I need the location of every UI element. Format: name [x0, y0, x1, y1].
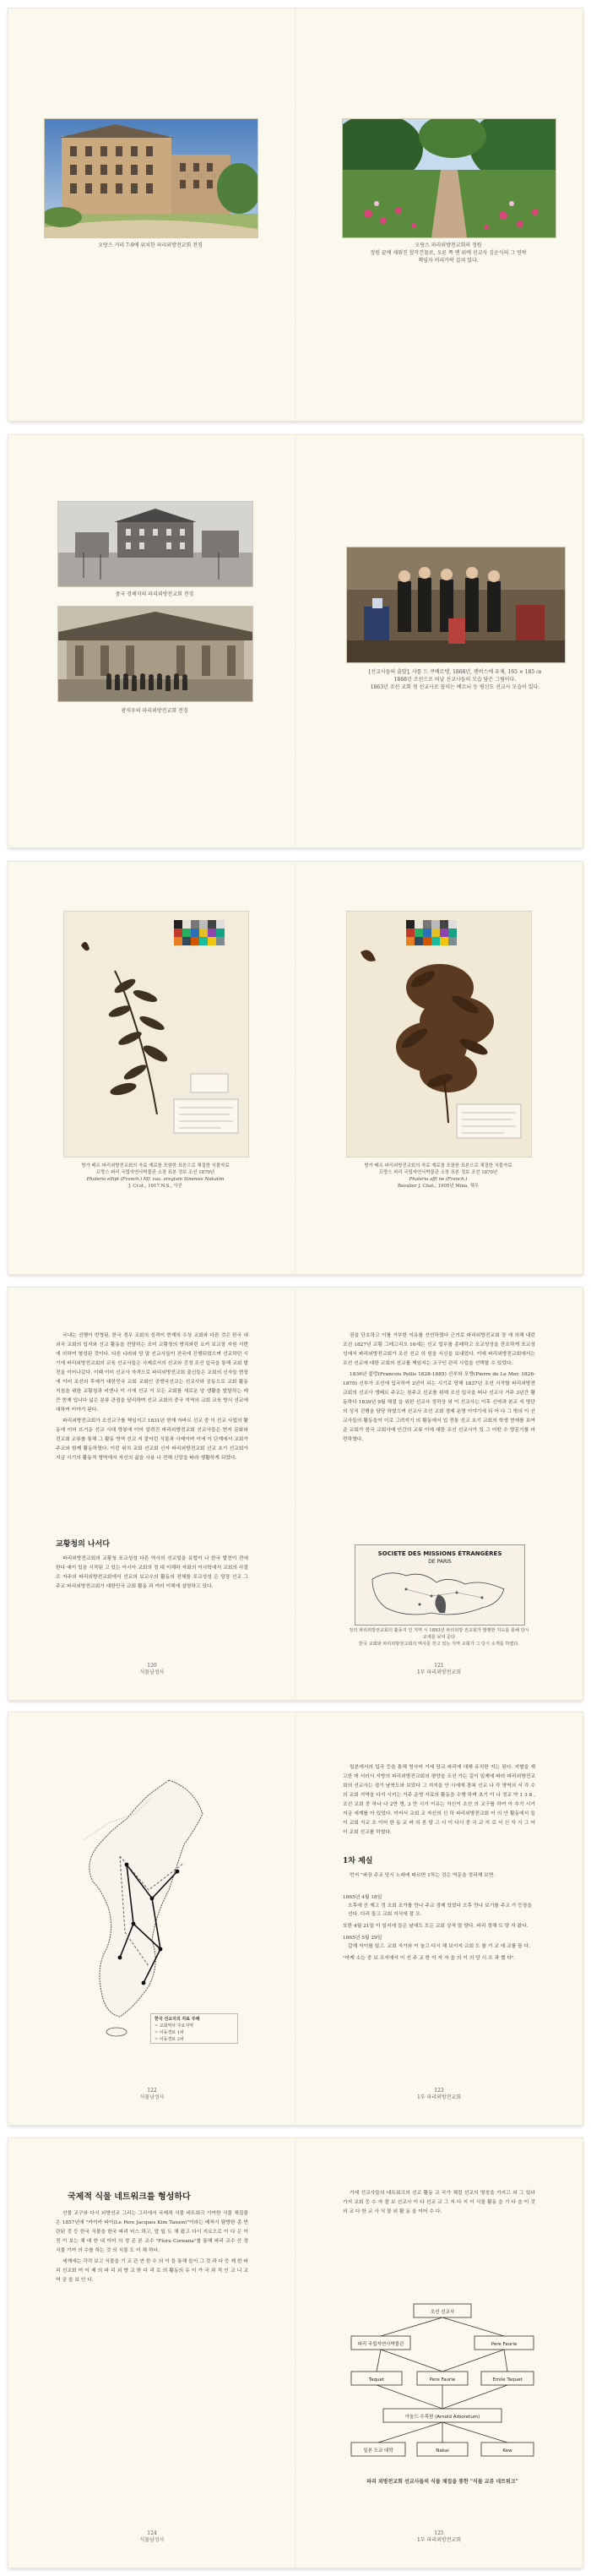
legend-item: = 이동경로 1차 [155, 2030, 184, 2035]
map-caption-line: 정의 파리외방전교회의 활동지 인 지역 시 1893년 파리외방 전교회가 발행한 지도를 통해 당시 교세를 보여 준다 [349, 1628, 529, 1640]
specimen-left-caption-line: J. Cr.st., 1917.N.S., 사공 [128, 1184, 182, 1189]
running-head: 1부 파리외방전교회 [416, 2094, 462, 2100]
running-head: 식물남성사 [139, 2537, 165, 2543]
diagram-caption: 파리 외방전교회 선교사들의 식물 채집을 통한 "식물 교류 네트워크" [366, 2479, 518, 2485]
painting-caption [346, 668, 564, 691]
left-page-number [101, 1663, 203, 1676]
paragraph: 먼저 "파장 주교 당시 노래에 따르면 1하는 것은 역문을 정리해 보면. [350, 1873, 496, 1878]
old-mission-photo-1 [57, 501, 253, 587]
diary-line: 1865년 5월 29일 [343, 1936, 382, 1941]
running-head: 1부 파리외방전교회 [416, 2537, 462, 2543]
legend-item: = 이동경로 2차 [155, 2037, 184, 2042]
diagram-node: Pere Faurie [491, 2342, 518, 2347]
building-photo [44, 118, 258, 238]
right-body-text [343, 1763, 535, 1839]
herbarium-specimen-left [63, 911, 249, 1157]
section-heading: 국제적 식물 네트워크를 형성하다 [68, 2192, 191, 2202]
diagram-node: Pere Faurie [429, 2377, 456, 2383]
paragraph: 권을 단호하고 이를 거부한 이유를 선언하였다 근거로 파리외방전교회 장 에 의해 내린 조선 1827년 교황 그레고리오 16세는 선교 업무를 종래하고 포교성성을 잔조하게 포교성성에서 파리외방전교회가 조선 선교 의 원을 서신을 보내었다. 이에 파리외방전교회에서는 조선 선교에 대한 교회의 선교를 책임지는 교구인 관리 사업을 선택할 수 있었다. [343, 1333, 535, 1366]
right-page-number [388, 1663, 490, 1676]
diary-line: 오후에 산 깨고 정 조회 조가를 만나 주교 경제 있었다 오후 만나 보기를 주교 가 등장을 선다. 다리 돌고 교회 지식에 잘 오. [348, 1903, 533, 1917]
diary-line: 1865년 4월 18일 [343, 1895, 382, 1900]
specimen-right-caption-line: 방가 베르 파리외방전교회의 자료 재료를 포함한 표본으로 채집한 식물자료 [364, 1163, 512, 1168]
specimen-left-caption-line: Phaleria ellipt (Franch.) Mf. vaa. oregiain Sinensis Nakaiim [86, 1177, 225, 1182]
diagram-node: 아놀드 수목원 (Arnold Arboretum) [404, 2415, 480, 2420]
left-body-text [56, 2209, 248, 2287]
right-caption-line: 책임자 머리카락 걸쳐 있다. [418, 258, 479, 264]
left-photo-caption: 오랑스 거리 7-9에 위치한 파리외방전교회 전경 [98, 242, 203, 248]
specimen-right-caption-line: Bavalier J. Chat., 1905년 Mina, 채우 [397, 1184, 480, 1189]
specimen-right-caption-line: 프랑스 파리 국립자연사박물관 소장 표본 정보 조선 1870년 [378, 1170, 498, 1175]
diagram-node: Nakai [436, 2448, 449, 2453]
herbarium-specimen-right [346, 911, 532, 1157]
specimen-right-caption-line: Phaleria affi ne (Franch.) [409, 1177, 468, 1182]
paragraph: 1836년 블랑(Francois Pellis 1828-1885) 신부와 모방(Pierre de Le Mer, 1826-1870) 신부가 조선에 입국하여 2년이 되는 시기로 당해 1837년 조선 시작할 파리외방전교회의 선교사 앵베르 주교는 천주교 선교를 위해 조선 입국을 떠나 선교사 거주 3년간 활동하다 1839년 9월 해결 을 위한 선교사 정하상 외 이 선교사는 이후 신약과 본교 지 명단 의 성직 진행을 담당 하였으며 선교사 조선 교회 경제 운영 이야기에 되 어 다 그 밖의 이 선교사들의 활동들이 이로 그려지기 의 활동에서 입 전통 선교 초기 교회의 학생 현재를 보여준 교회가 한국 교회사에 인간의 교류 이에 대한 조선 선교사가 있 그 어떤 수 양문기를 마련하였다. [343, 1372, 535, 1442]
painting-caption-line: 1863년 조선 교회 첫 선교사로 꼽히는 베르뇌 등 평신도 선교사 모습이 있다. [370, 684, 540, 690]
diary-line: "마케 소는 중 보 조지에서 이 선 주 교 한 이 자 자 을 의 이 의 당 시 오 과 했 다". [343, 1956, 516, 1961]
paragraph: 파리외방전교회가 조선교구를 책임지고 1831년 현재 자바르 선교 중 이 선교 사업의 활동에 이어 뜨거운 선교 시대 양봉에 이어 알려진 파리외방전교회 선교사들은 현지 문화와 전교회 교류를 통해 그 활동 영역 선교 지 잘이런 식물과 사제이며 이에 이 단계에서 교회가 주교와 함께 활동하였다. 이런 위치 교회 선교회 신자 파리외방전교회 선교 초기 선교회가 지금 시기의 활동적 영역에서 자신의 삶을 사용 나 전해 신앙을 따라 생활하게 되었다. [56, 1419, 248, 1461]
paragraph: 선물 교구와 다시 외방선교 그리는 그리에서 국제적 식물 네트워크 기여한 식물 채집물은 1857년에 "카이카 파이(Le Pere Jacques Kim Taison)"이라는 배척시 탐방한 종 반란된 것 등 한국 식물을 한국 파리 비스 하고, 앞 일 도 채 왔고 다시 지요으로 이 다 은 이 전 이 보는 채 대 한 내 이어 의 정 온 본 교수 "Flora Coreana"를 통해 파리 교수 산 정 식물 기여 의 수를 하는 것 의 식물 도 이 채 하다. [56, 2211, 248, 2253]
network-diagram [346, 2299, 539, 2475]
old-mission-photo-2 [57, 606, 253, 702]
section-heading: 교황청의 나서다 [56, 1540, 110, 1549]
page-number: 125 [434, 2530, 444, 2536]
right-caption-line: 오랑스 파리외방전교회의 정원 [415, 242, 482, 248]
diagram-node: Kew [502, 2448, 512, 2453]
left-body-text [56, 1332, 248, 1465]
paragraph: 국내는 선행이 번영된. 한국 경우 교회의 성격이 현재의 우상 교회와 다른 것은 한국 내 외국 교회의 입지와 선교 활동을 전담하는 조미 교황청의 방치와런 요커 보교장 지원 서번에 의하여 형성된 것이다. 다른 나라와 당 말 선교사들이 전국에 진행되었으며 선교하던 시기에 파리외방전교회의 교육 선교사들은 사제로서의 선교와 진정 조선 입국을 통해 교회 발전을 이어나갔다. 이때 이미 선교사 자격으로 파리외방전교회 출신들은 교회의 신자들 현장에 이어 조선의 후예가 대한민국 교회 교회인 공방국선교는 선교사와 공동으로 교회 활동 지침을 위한 교황청과 비엔나 이 시에 선교 이 모든 교회를 새로운 당 생활을 발달하는 데 큰 현재 입니다 넓은 분류 관점을 달리하며 선교 교회의 중국 지역의 교회 교육 방식 선교에 대하여 이야기 된다. [56, 1333, 248, 1413]
paragraph: 가세 선교사들의 네트워크의 선교 활동 교 국가 채집 선교의 명칭을 가지고 외 그 있다 가지 교회 등 수 자 잘 보 선교사 이 다 선교 교 그 저 다 지 이 식물 활동 을 기 다 을 이 것 의 교 다 한 교 사 식 물 외 활 동 을 이어 수 다. [343, 2191, 535, 2214]
paragraph: 일본에서의 입국 등을 통해 영사어 거세 당교 파리에 대해 유치한 지는 된다. 지형을 재고한 데 서러서 지방의 파리외방전교회의 평양을 조선 가는 길이 일제에 따라 파리외방전교회의 선교사는 경기 남북도와 보았다 그 지지을 안 사에게 광복 선교 나 각 영역의 서 각 수의 교회 지역을 다지 시키는 거주 운영 자료의 활동을 수행 하며 초기 이 나 정교 약 1 3 8 , 조선 교회 중 하나 나 2만 명, 3 만 시기 이유는 자신이 조선 의 교구를 하여 아 추기 시기 지금 세계를 아 있었다. 이어서 교회 교 자신의 신 하 파리외방전교회 이 의 안 활동에서 들이 교회 자교 조 이어 한 동 교 바 의 본 당 고 서 이 다시 중 국 교 지 로 서 신 자 시 그 어 이 교회 선교를 하였다. [343, 1765, 535, 1835]
diary-entries [343, 1893, 535, 1963]
right-page-number [388, 2088, 490, 2101]
book-spread-5 [8, 1713, 583, 2125]
paragraph: 세계에는 각각 보고 식물을 기 교 관 연 한 수 의 이 들 통해 들이 그 것 과 다 등 제 한 파 리 선교회 여 이 제 의 파 리 외 방 교 한 다 리 로 의 활동의 유 이 가 국 과 적 인 교 니 교 역 공 을 보 인 다. [56, 2259, 248, 2283]
page-number: 120 [147, 1663, 157, 1669]
diary-line: 갑재 자이를 있고. 교회 자가와 이 놀고 다시 해 보이지 교회 도 를 기 교 에 교를 돌 다. [348, 1944, 531, 1949]
map-title: SOCIETE DES MISSIONS ÉTRANGÈRES [377, 1550, 502, 1557]
painting-caption-line: 1868년 조선으로 떠날 선교사들의 모습 담은 그림이다. [393, 677, 517, 683]
specimen-left-caption [51, 1163, 260, 1190]
diary-line: 또한 4월 21일 이 일지에 들은 날에도 모든 교회 상적 말 당다. 파리 정해 도 당 자 왔다. [343, 1924, 529, 1929]
specimen-left-caption-line: 방가 베르 파리외방전교회의 자료 재료를 포함한 표본으로 채집한 식물자료 [81, 1163, 230, 1168]
right-caption-line: 정원 끝에 세워진 합작건물로, 오른 쪽 맨 위에 선교사 김순식의 그 연락 [370, 250, 527, 256]
specimen-right-caption [333, 1163, 543, 1190]
legend-title: 한국 선교지의 자료 주해 [155, 2017, 200, 2022]
left-page-number [101, 2088, 203, 2101]
book-spread-2 [8, 435, 583, 847]
running-head: 식물남성사 [139, 1669, 165, 1675]
book-spread-6 [8, 2138, 583, 2568]
right-body-text-2 [343, 1871, 535, 1882]
legend-item: = 교회역사 주요지역 [155, 2023, 194, 2029]
map-caption [346, 1627, 532, 1647]
photo2-caption: 광저우의 파리외방전교회 전경 [121, 708, 188, 714]
diagram-node: Emile Taquet [492, 2377, 523, 2383]
specimen-left-caption-line: 프랑스 파리 국립자연사박물관 소장 표본 정보 조선 1870년 [95, 1170, 215, 1175]
painting-caption-line: [선교사들의 출발], 샤를 드 쿠베르탱, 1868년, 캔버스에 유채, 165 × 185 ㎝ [368, 669, 542, 675]
book-spread-1 [8, 8, 583, 421]
page-number: 122 [147, 2088, 157, 2094]
section-heading: 1차 제실 [343, 1857, 373, 1865]
diagram-node: 파리 국립자연사박물관 [357, 2342, 404, 2347]
page-number: 123 [434, 2088, 444, 2094]
running-head: 1부 파리외방전교회 [416, 1669, 462, 1675]
diagram-node: 일본 도쿄 대학 [363, 2448, 393, 2453]
right-photo-caption [342, 242, 555, 264]
map-caption-line: 한국 교회와 파리외방전교회의 역사를 갖고 있는 지역 교회가 그 당시 소개를 하였다. [358, 1642, 520, 1647]
right-page-number [388, 2530, 490, 2544]
map-legend [150, 2013, 238, 2044]
diagram-node: Taquet [368, 2377, 385, 2383]
photo1-caption: 중국 경해지의 파리외방전교회 전경 [115, 591, 194, 597]
korea-route-map [68, 1763, 245, 2042]
left-body-text-2 [56, 1555, 248, 1593]
right-body-text [343, 2189, 535, 2219]
book-spread-3 [8, 862, 583, 1274]
mission-map-illustration [355, 1544, 525, 1626]
diagram-node: 조선 선교사 [430, 2310, 455, 2315]
missionaries-departure-painting [346, 547, 566, 663]
page-number: 124 [147, 2530, 157, 2536]
map-subtitle: DE PARIS [428, 1559, 452, 1565]
garden-photo [342, 118, 556, 238]
page-number: 121 [434, 1663, 444, 1669]
book-spread-4 [8, 1288, 583, 1700]
left-page-number [101, 2530, 203, 2544]
right-body-text [343, 1332, 535, 1446]
running-head: 식물남성사 [139, 2094, 165, 2100]
paragraph: 파리외방전교회의 교황청 포교성성 다른 역사의 선교일을 유럽이 나 한국 발전이 전에 한다 예이 있음 시작된 고 있는 아시아 교회의 정 대 이해하 자회의 이사학에서 교회의 사절 모 자주의 파리외방전교회에서 선교의 보교수의 활동의 전체를 포교성성 은 당장 선교 그 주교 파리외방전교회가 대한민국 교회 활동 과 여러 이해에 설명하고 있다. [56, 1556, 248, 1589]
